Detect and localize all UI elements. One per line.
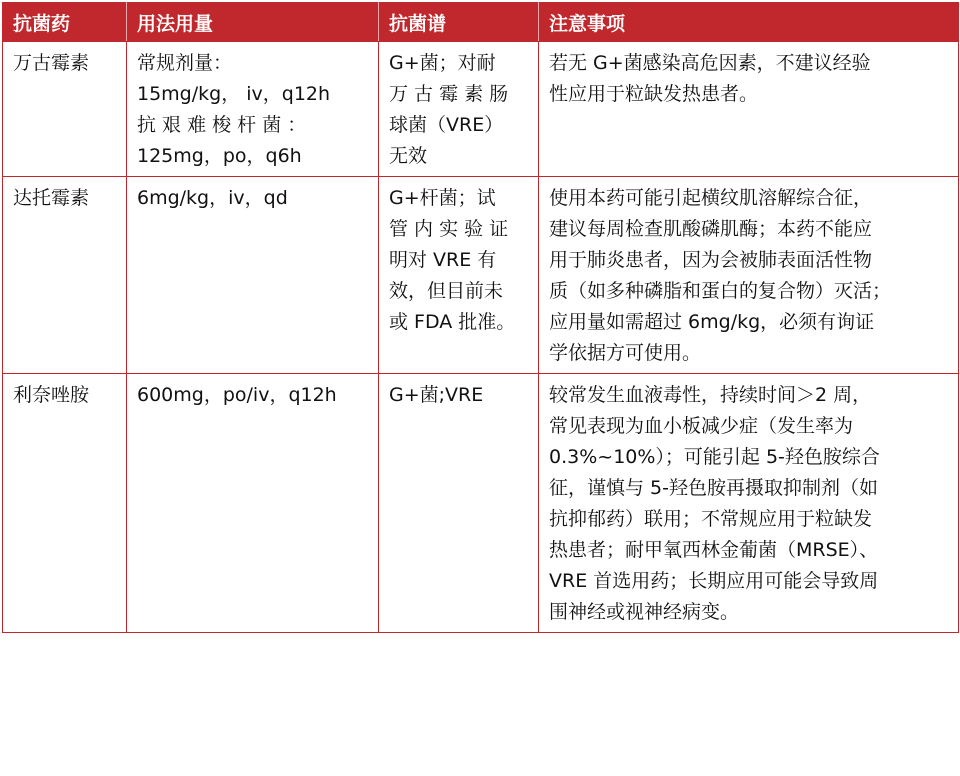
cell-line: 围神经或视神经病变。 bbox=[549, 601, 740, 623]
header-notes: 注意事项 bbox=[539, 3, 959, 42]
cell-line: 征，谨慎与 5-羟色胺再摄取抑制剂（如 bbox=[549, 477, 878, 499]
table-row bbox=[3, 374, 959, 633]
header-dosage: 用法用量 bbox=[127, 3, 379, 42]
cell-drug: 达托霉素 bbox=[3, 177, 127, 374]
cell-spectrum bbox=[379, 177, 539, 374]
cell-line: 15mg/kg， iv，q12h bbox=[137, 83, 331, 105]
header-drug: 抗菌药 bbox=[3, 3, 127, 42]
cell-line: 学依据方可使用。 bbox=[549, 342, 702, 364]
cell-line: 管 内 实 验 证 bbox=[389, 218, 509, 240]
cell-line: 或 FDA 批准。 bbox=[389, 311, 516, 333]
cell-line: 明对 VRE 有 bbox=[389, 249, 497, 271]
header-spectrum: 抗菌谱 bbox=[379, 3, 539, 42]
cell-line: 效，但目前未 bbox=[389, 280, 504, 302]
table-row bbox=[3, 42, 959, 177]
cell-notes bbox=[539, 42, 959, 177]
cell-line: 较常发生血液毒性，持续时间＞2 周， bbox=[549, 384, 872, 406]
cell-notes bbox=[539, 177, 959, 374]
cell-line: 质（如多种磷脂和蛋白的复合物）灭活； bbox=[549, 280, 892, 302]
cell-line: G+菌;VRE bbox=[389, 384, 484, 406]
cell-dosage bbox=[127, 42, 379, 177]
cell-line: 抗抑郁药）联用；不常规应用于粒缺发 bbox=[549, 508, 873, 530]
cell-dosage bbox=[127, 374, 379, 633]
antibiotic-table bbox=[2, 2, 959, 633]
cell-drug: 万古霉素 bbox=[3, 42, 127, 177]
cell-line: G+杆菌；试 bbox=[389, 187, 496, 209]
cell-line: 应用量如需超过 6mg/kg，必须有询证 bbox=[549, 311, 875, 333]
cell-spectrum bbox=[379, 374, 539, 633]
cell-line: 无效 bbox=[389, 145, 428, 167]
cell-line: 常规剂量： bbox=[137, 52, 233, 74]
cell-line: 球菌（VRE） bbox=[389, 114, 504, 136]
cell-line: 万 古 霉 素 肠 bbox=[389, 83, 509, 105]
cell-line: 性应用于粒缺发热患者。 bbox=[549, 83, 759, 105]
cell-line: 若无 G+菌感染高危因素，不建议经验 bbox=[549, 52, 871, 74]
cell-line: VRE 首选用药；长期应用可能会导致周 bbox=[549, 570, 879, 592]
cell-line: 热患者；耐甲氧西林金葡菌（MRSE）、 bbox=[549, 539, 879, 561]
table-header-row bbox=[3, 3, 959, 42]
cell-spectrum bbox=[379, 42, 539, 177]
table-row bbox=[3, 177, 959, 374]
cell-line: 6mg/kg，iv，qd bbox=[137, 187, 288, 209]
cell-line: 125mg，po，q6h bbox=[137, 145, 302, 167]
cell-line: 0.3%~10%）；可能引起 5-羟色胺综合 bbox=[549, 446, 880, 468]
table-body bbox=[3, 42, 959, 633]
cell-line: 600mg，po/iv，q12h bbox=[137, 384, 337, 406]
cell-line: G+菌；对耐 bbox=[389, 52, 496, 74]
cell-line: 常见表现为血小板减少症（发生率为 bbox=[549, 415, 854, 437]
cell-dosage bbox=[127, 177, 379, 374]
cell-line: 建议每周检查肌酸磷肌酶；本药不能应 bbox=[549, 218, 873, 240]
cell-line: 使用本药可能引起横纹肌溶解综合征， bbox=[549, 187, 873, 209]
cell-line: 用于肺炎患者，因为会被肺表面活性物 bbox=[549, 249, 873, 271]
cell-drug: 利奈唑胺 bbox=[3, 374, 127, 633]
cell-notes bbox=[539, 374, 959, 633]
cell-line: 抗 艰 难 梭 杆 菌 ： bbox=[137, 114, 307, 136]
